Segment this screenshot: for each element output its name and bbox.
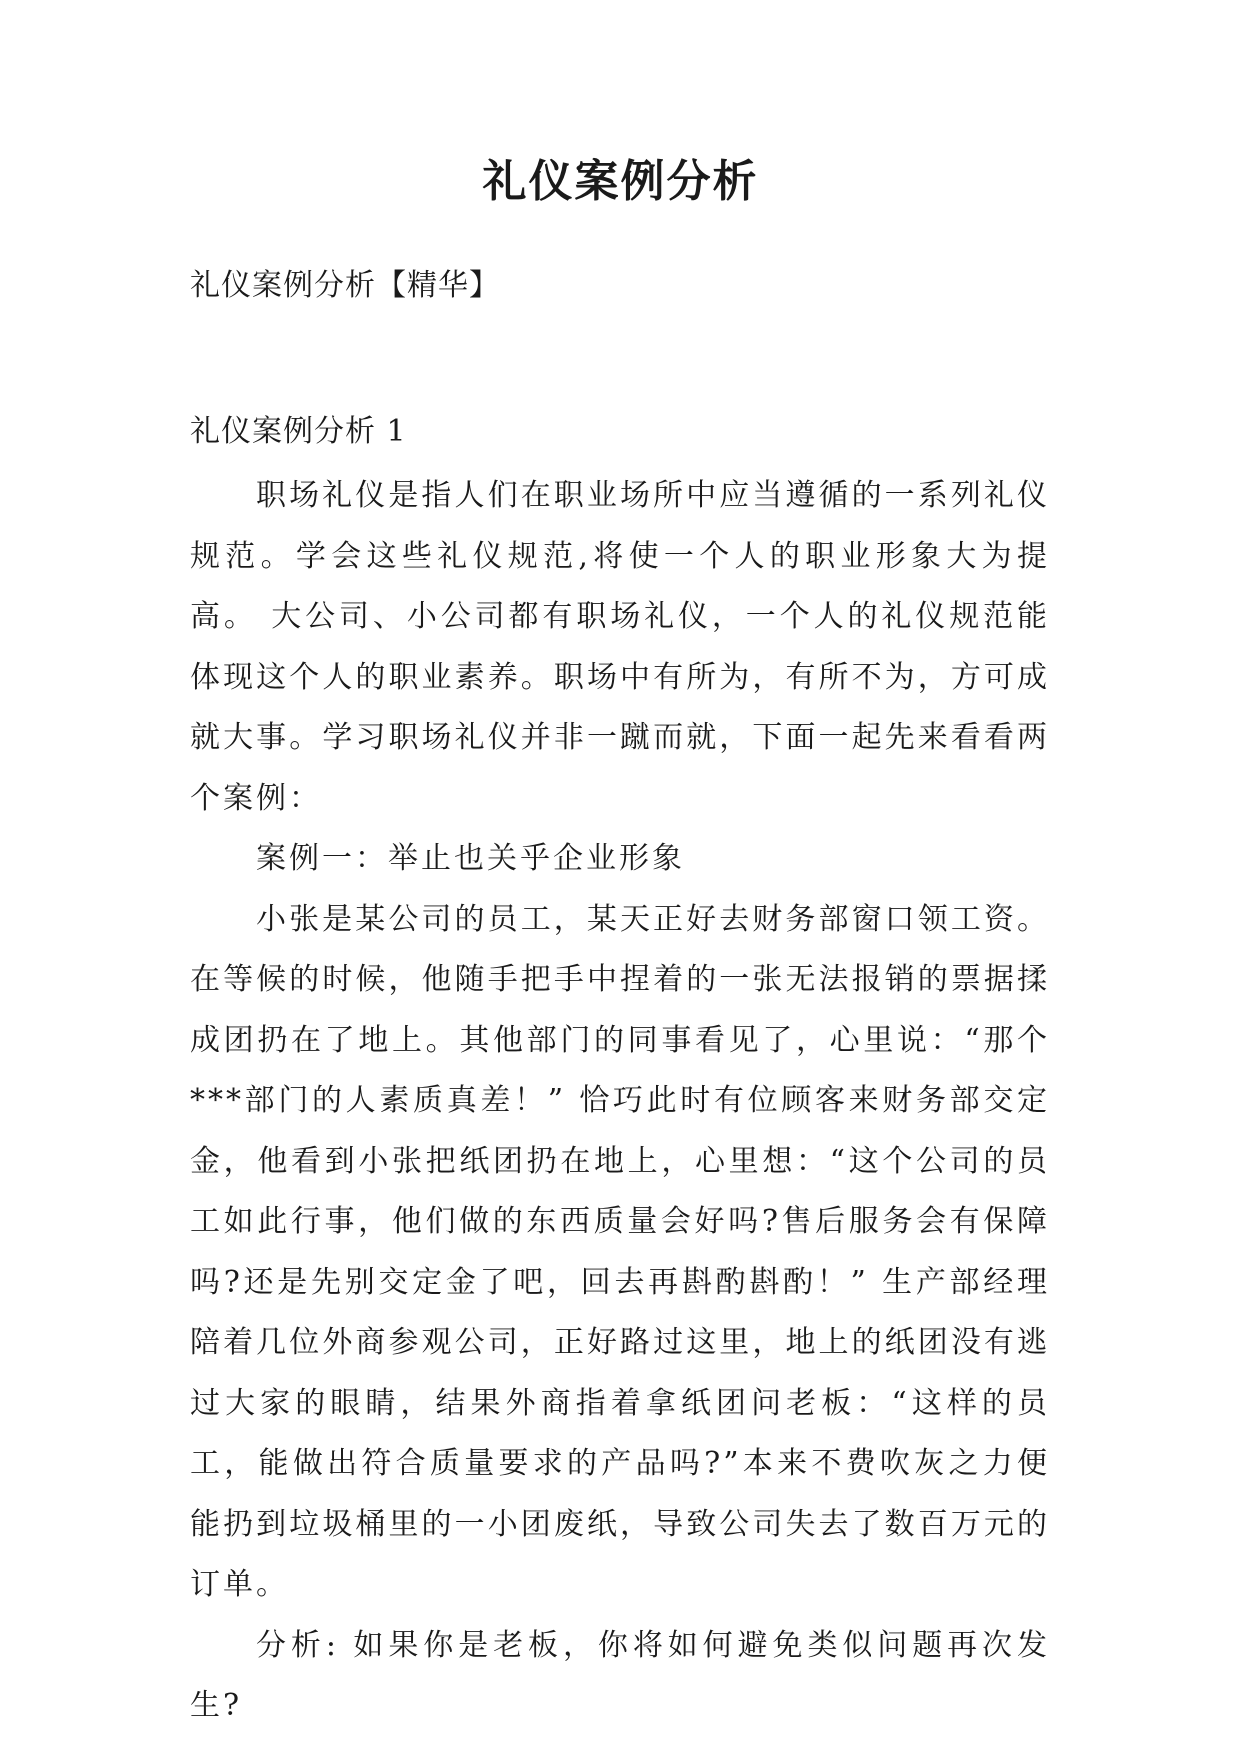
paragraph-case-story: 小张是某公司的员工，某天正好去财务部窗口领工资。在等候的时候，他随手把手中捏着的一张无法报销的票据揉成团扔在了地上。其他部门的同事看见了，心里说：“那个***部门的人素质真差！” 恰巧此时有位顾客来财务部交定金，他看到小张把纸团扔在地上，心里想：“这个公司的员工如此行事，他们做的东西质量会好吗?售后服务会有保障吗?还是先别交定金了吧，回去再斟酌斟酌！” 生产部经理陪着几位外商参观公司，正好路过这里，地上的纸团没有逃过大家的眼睛，结果外商指着拿纸团问老板：“这样的员工，能做出符合质量要求的产品吗?”本来不费吹灰之力便能扔到垃圾桶里的一小团废纸，导致公司失去了数百万元的订单。: [190, 901, 1050, 1602]
paragraph-case-title: 案例一：举止也关乎企业形象: [256, 841, 685, 876]
body-text: [190, 466, 1050, 1737]
paragraph-intro: 职场礼仪是指人们在职业场所中应当遵循的一系列礼仪规范。学会这些礼仪规范,将使一个人的职业形象大为提高。 大公司、小公司都有职场礼仪，一个人的礼仪规范能体现这个人的职业素养。职场中有所为，有所不为，方可成就大事。学习职场礼仪并非一蹴而就，下面一起先来看看两个案例：: [190, 478, 1050, 816]
paragraph-analysis: 分析: 如果你是老板，你将如何避免类似问题再次发生?: [190, 1627, 1050, 1723]
section-heading: 礼仪案例分析 1: [190, 414, 407, 449]
document-subtitle: 礼仪案例分析【精华】: [190, 268, 500, 303]
document-title: 礼仪案例分析: [482, 156, 759, 207]
